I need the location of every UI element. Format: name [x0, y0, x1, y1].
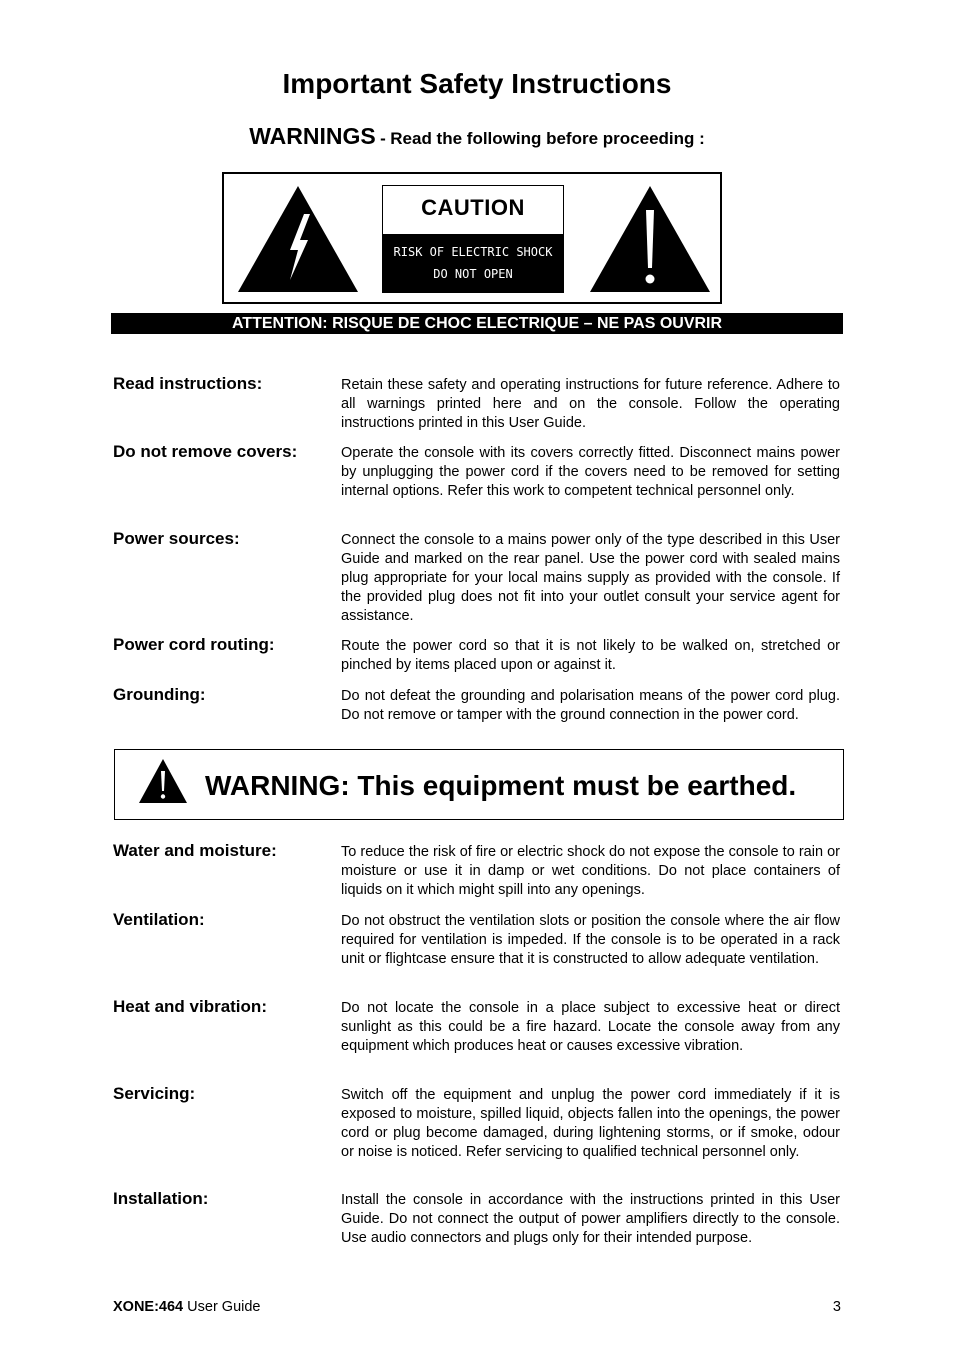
caution-label [382, 185, 564, 293]
earth-warning-box [114, 749, 844, 820]
entry-text: Connect the console to a mains power only of the type described in this User Guide and marked on the rear panel. Use the power cord with sealed mains plug appropriate for your local mains supply as provided with the console. If the provided plug does not fit into your outlet consult your service agent for assistance. [341, 532, 840, 624]
electric-shock-warning-icon [234, 182, 362, 296]
warnings-subheading: Read the following before proceeding : [390, 129, 705, 148]
entry-label: Power cord routing [113, 635, 269, 654]
entry-colon: : [268, 635, 275, 654]
warnings-heading: WARNINGS [249, 123, 376, 149]
entry-text: Do not defeat the grounding and polarisation means of the power cord plug. Do not remove or tamper with the ground connection in the power cord. [341, 688, 840, 723]
entry-label: Grounding [113, 685, 200, 704]
entry-text: Do not obstruct the ventilation slots or position the console where the air flow required for ventilation is impeded. If the console is to be operated in a rack unit or flightcase ensure that it is constructed to allow adequate ventilation. [341, 913, 840, 967]
caution-graphic [222, 172, 722, 304]
entry-colon: : [189, 1084, 196, 1103]
entry-text: Switch off the equipment and unplug the power cord immediately if it is exposed to moisture, spilled liquid, objects fallen into the openings, the power cord or plug become damaged, during lightening storms, or if smoke, odour or noise is noticed. Refer servicing to qualified technical personnel only. [341, 1087, 840, 1160]
entry-label: Read instructions [113, 374, 257, 393]
entry-colon: : [291, 442, 298, 461]
entry-text: Route the power cord so that it is not likely to be walked on, stretched or pinched by items placed upon or against it. [341, 638, 840, 673]
entry-colon: : [199, 685, 206, 704]
entry-label: Heat and vibration [113, 997, 262, 1016]
page-title: Important Safety Instructions [282, 68, 672, 99]
entry-label: Servicing [113, 1084, 190, 1103]
footer-title [113, 1298, 261, 1316]
entry-colon: : [271, 841, 277, 860]
exclamation-warning-icon [586, 182, 714, 296]
entry-label: Power sources [113, 529, 234, 548]
entry-colon: : [256, 374, 263, 393]
entry-colon: : [198, 910, 205, 929]
footer-guide: User Guide [187, 1299, 261, 1315]
caution-line-2: DO NOT OPEN [433, 267, 513, 281]
entry-text: Operate the console with its covers correctly fitted. Disconnect mains power by unplugging the power cord if the covers need to be removed for setting internal options. Refer this work to competent technical personnel only. [341, 445, 840, 499]
entry-colon: : [202, 1189, 209, 1208]
entry-label: Water and moisture [113, 841, 272, 860]
entry-text: Do not locate the console in a place subject to excessive heat or direct sunlight as this could be a fire hazard. Locate the console away from any equipment which produces heat or causes excessive vibration. [341, 1000, 840, 1054]
caution-heading: CAUTION [421, 195, 525, 220]
attention-banner: ATTENTION: RISQUE DE CHOC ELECTRIQUE – NE PAS OUVRIR [111, 313, 843, 334]
entry-text: Install the console in accordance with the instructions printed in this User Guide. Do not connect the output of power amplifiers directly to the console. Use audio connectors and plugs only for their intended purpose. [341, 1192, 840, 1246]
entry-colon: : [261, 997, 267, 1016]
caution-message [383, 234, 563, 292]
footer-product: XONE:464 [113, 1299, 184, 1315]
exclamation-warning-icon [137, 757, 189, 805]
caution-line-1: RISK OF ELECTRIC SHOCK [393, 245, 553, 259]
warnings-separator: - [380, 129, 386, 148]
entry-text: To reduce the risk of fire or electric shock do not expose the console to rain or moisture or use it in damp or wet conditions. Do not place containers of liquids on it which might spill into any openings. [341, 844, 840, 898]
page-number: 3 [832, 1299, 841, 1315]
entry-label: Do not remove covers [113, 442, 292, 461]
warnings-subtitle [0, 120, 954, 156]
entry-label: Ventilation [113, 910, 199, 929]
entry-colon: : [233, 529, 240, 548]
entry-label: Installation [113, 1189, 203, 1208]
entry-text: Retain these safety and operating instructions for future reference. Adhere to all warnings printed here and on the console. Follow the operating instructions printed in this User Guide. [341, 377, 840, 431]
earth-warning-text: WARNING: This equipment must be earthed. [205, 770, 797, 801]
